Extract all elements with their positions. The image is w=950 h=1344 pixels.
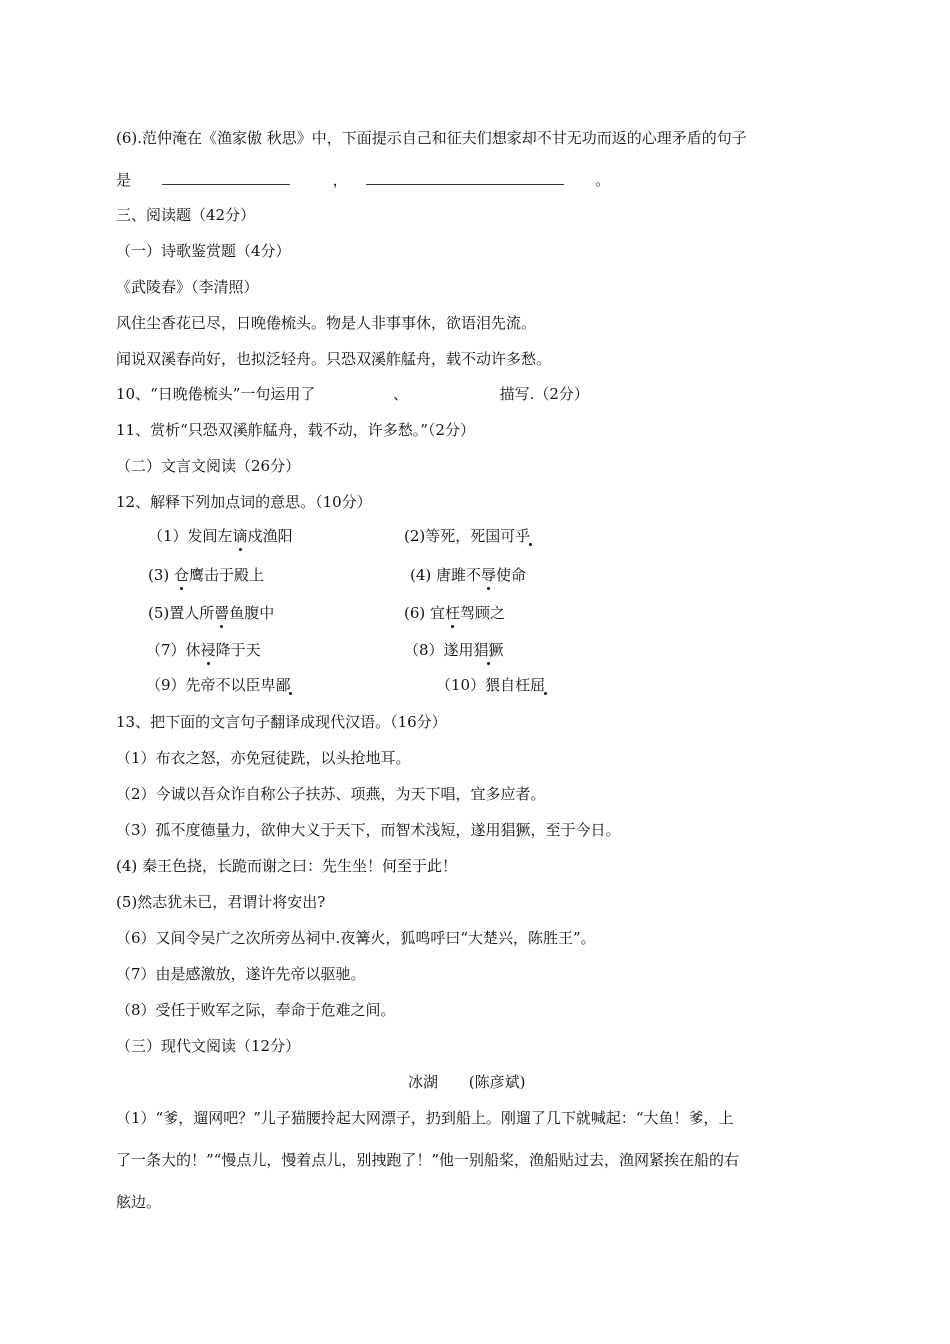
vocab-item: (5)置人所罾鱼腹中	[148, 604, 275, 622]
translation-item: （3）孤不度德量力，欲伸大义于天下，而智术浅短，遂用猖獗，至于今日。	[116, 821, 621, 839]
translation-item: （2）今诚以吾众诈自称公子扶苏、项燕，为天下唱，宜多应者。	[116, 785, 546, 803]
part-1-title: （一）诗歌鉴赏题（4分）	[116, 242, 291, 260]
q6-line2	[116, 170, 610, 190]
translation-item: （6）又间令吴广之次所旁丛祠中.夜篝火，狐鸣呼曰“大楚兴，陈胜王”。	[116, 929, 596, 947]
vocab-item: （9）先帝不以臣卑鄙	[146, 676, 291, 694]
vocab-item: (4) 唐雎不辱使命	[410, 566, 527, 584]
part-2-title: （二）文言文阅读（26分）	[116, 457, 301, 475]
q10	[116, 384, 589, 404]
article-title: 冰湖	[408, 1073, 439, 1091]
q10-text-a: 10、“日晚倦梳头”一句运用了	[116, 385, 316, 403]
vocab-item: （10）猥自枉屈	[436, 676, 546, 694]
q13: 13、把下面的文言句子翻译成现代汉语。（16分）	[116, 713, 447, 731]
vocab-item: （1）发闾左谪戍渔阳	[148, 527, 293, 545]
poem-title: 《武陵春》（李清照）	[116, 278, 259, 296]
q6-line1: (6).范仲淹在《渔家傲 秋思》中，下面提示自己和征夫们想家却不甘无功而返的心理矛盾的句子	[116, 129, 747, 147]
poem-line-2: 闻说双溪春尚好，也拟泛轻舟。只恐双溪舴艋舟，载不动许多愁。	[116, 350, 552, 368]
vocab-item: (3) 仓鹰击于殿上	[148, 566, 265, 584]
part-3-title: （三）现代文阅读（12分）	[116, 1037, 301, 1055]
article-author: (陈彦斌)	[468, 1073, 526, 1091]
answer-blank-1[interactable]	[162, 170, 290, 185]
q10-text-b: 描写.（2分）	[499, 385, 589, 403]
vocab-item: （7）休祲降于天	[146, 641, 261, 659]
paragraph-1-line-3: 舷边。	[116, 1193, 162, 1211]
paragraph-1-line-2: 了一条大的！”“慢点儿，慢着点儿，别拽跑了！”他一别船桨，渔船贴过去，渔网紧挨在船的右	[116, 1151, 740, 1169]
q11: 11、赏析“只恐双溪舴艋舟，载不动，许多愁。”（2分）	[116, 421, 475, 439]
translation-item: （8）受任于败军之际，奉命于危难之间。	[116, 1001, 396, 1019]
q10-separator: 、	[393, 385, 409, 403]
translation-item: （1）布衣之怒，亦免冠徒跣，以头抢地耳。	[116, 749, 411, 767]
vocab-item: (2)等死，死国可乎	[404, 527, 531, 545]
vocab-item: (6) 宜枉驾顾之	[404, 604, 506, 622]
q6-period: 。	[595, 171, 611, 189]
article-heading	[408, 1072, 526, 1092]
translation-item: （7）由是感激放，遂许先帝以驱驰。	[116, 965, 366, 983]
translation-item: (4) 秦王色挠，长跪而谢之曰：先生坐！何至于此！	[116, 857, 458, 875]
poem-line-1: 风住尘香花已尽，日晚倦梳头。物是人非事事休，欲语泪先流。	[116, 314, 537, 332]
q6-shi: 是	[116, 171, 132, 189]
section-3-title: 三、阅读题（42分）	[116, 206, 256, 224]
paragraph-1-line-1: （1）“爹，遛网吧？”儿子猫腰拎起大网漂子，扔到船上。刚遛了几下就喊起：“大鱼！爹，上	[116, 1109, 734, 1127]
vocab-item: （8）遂用猖獗	[404, 641, 504, 659]
q6-comma: ，	[332, 171, 348, 189]
translation-item: (5)然志犹未已，君谓计将安出?	[116, 893, 326, 911]
q12: 12、解释下列加点词的意思。（10分）	[116, 493, 372, 511]
answer-blank-2[interactable]	[366, 170, 564, 185]
